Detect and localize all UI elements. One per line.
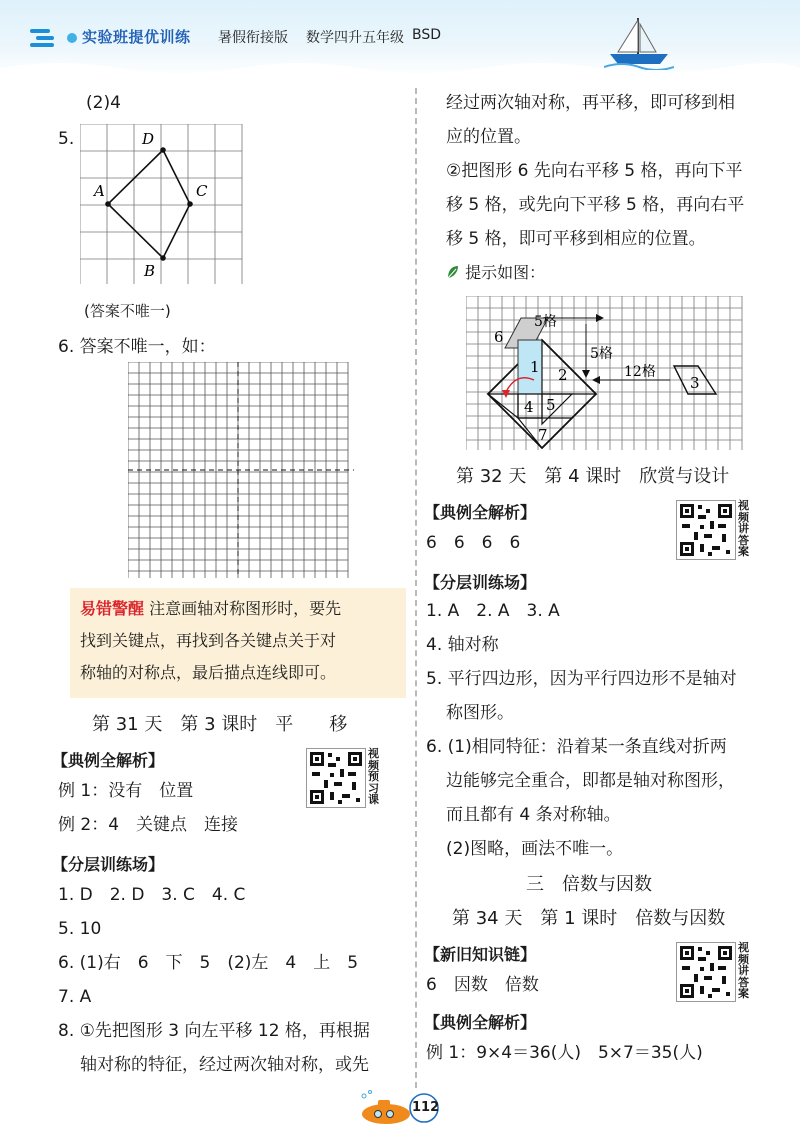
answer-8-line-1: 8. ①先把图形 3 向左平移 12 格，再根据 [58, 1021, 370, 1041]
tip-line-1: 注意画轴对称图形时，要先 [149, 599, 342, 618]
shape-3-label: 3 [690, 374, 700, 392]
shape-2-label: 2 [558, 366, 568, 384]
answer-8-line-2: 轴对称的特征，经过两次轴对称，或先 [80, 1055, 369, 1075]
qr-pattern [677, 501, 735, 559]
shape-7-label: 7 [538, 426, 548, 444]
qr-code-icon[interactable] [676, 942, 736, 1002]
shape-4-label: 4 [524, 398, 534, 416]
answer-b5-line-1: 5. 平行四边形，因为平行四边形不是轴对 [426, 669, 737, 689]
arrow-12-grid-label: 12格 [624, 364, 656, 380]
hint-label: 提示如图： [465, 263, 546, 282]
shape-1-label: 1 [530, 358, 540, 376]
answer-link: 6 因数 倍数 [426, 975, 539, 995]
qr-pattern [677, 943, 735, 1001]
qr-caption-left: 视 频 预 习 课 [368, 747, 379, 806]
publisher-label: BSD [412, 27, 442, 43]
arrow-5-grid-label-a: 5格 [534, 314, 557, 330]
page-footer [356, 1088, 446, 1132]
section-example-left: 【典例全解析】 [52, 751, 165, 770]
section-link: 【新旧知识链】 [424, 945, 537, 964]
day32-title: 第 32 天 第 4 课时 欣赏与设计 [456, 466, 730, 487]
answer-b4: 4. 轴对称 [426, 635, 499, 655]
answer-7: 7. A [58, 987, 92, 1007]
logo-icon [28, 26, 80, 50]
answer-6666: 6 6 6 6 [426, 533, 521, 553]
shape-5-label: 5 [546, 396, 556, 414]
point-d-label: D [142, 130, 155, 148]
answer-5: 5. 10 [58, 919, 102, 939]
answer-b6-line-1: 6. (1)相同特征：沿着某一条直线对折两 [426, 737, 727, 757]
answers-1-4: 1. D 2. D 3. C 4. C [58, 885, 246, 905]
tip-line-3: 称轴的对称点，最后描点连线即可。 [80, 663, 337, 682]
example-2-answer: 例 2：4 关键点 连接 [58, 815, 239, 835]
answers-b1-3: 1. A 2. A 3. A [426, 601, 560, 621]
answer-b5-line-2: 称图形。 [446, 703, 514, 723]
answer-6: 6. (1)右 6 下 5 (2)左 4 上 5 [58, 953, 359, 973]
section-example-right: 【典例全解析】 [424, 503, 537, 522]
qr-caption-right-1: 视 频 讲 答 案 [738, 499, 749, 558]
grade-label: 数学四升五年级 [306, 30, 404, 46]
point-c-label: C [196, 182, 208, 200]
rhombus-grid-figure [80, 124, 246, 284]
section-practice-left: 【分层训练场】 [52, 855, 165, 874]
symmetry-grid-figure [128, 362, 354, 578]
chapter-3-title: 三 倍数与因数 [526, 874, 652, 895]
answer-b6-line-4: (2)图略，画法不唯一。 [446, 839, 624, 859]
column-divider [415, 88, 417, 1088]
example-last: 例 1：9×4＝36(人) 5×7＝35(人) [426, 1043, 703, 1063]
arrow-5-grid-label-b: 5格 [590, 346, 613, 362]
qr-pattern [307, 749, 365, 807]
right-line-5: 移 5 格，即可平移到相应的位置。 [446, 229, 706, 249]
point-a-label: A [94, 182, 105, 200]
day31-title: 第 31 天 第 3 课时 平 移 [92, 714, 348, 735]
tip-warning-label: 易错警醒 [80, 599, 145, 618]
answer-b6-line-3: 而且都有 4 条对称轴。 [446, 805, 621, 825]
header-wave [0, 58, 800, 80]
example-1-answer: 例 1：没有 位置 [58, 781, 194, 801]
question-6-text: 6. 答案不唯一，如： [58, 337, 216, 357]
sailboat-icon [604, 14, 674, 70]
right-line-3: ②把图形 6 先向右平移 5 格，再向下平 [446, 161, 743, 181]
qr-caption-right-2: 视 频 讲 答 案 [738, 941, 749, 1000]
right-line-1: 经过两次轴对称，再平移，即可移到相 [446, 93, 735, 113]
brand-title: 实验班提优训练 [82, 28, 191, 46]
right-line-2: 应的位置。 [446, 127, 531, 147]
day34-title: 第 34 天 第 1 课时 倍数与因数 [452, 908, 726, 929]
section-practice-right: 【分层训练场】 [424, 573, 537, 592]
point-b-label: B [144, 262, 156, 280]
answer-b6-line-2: 边能够完全重合，即都是轴对称图形， [446, 771, 735, 791]
page-number: 112 [412, 1100, 440, 1115]
q5-note: (答案不唯一) [84, 302, 171, 320]
qr-code-icon[interactable] [306, 748, 366, 808]
tip-line-2: 找到关键点，再找到各关键点关于对 [80, 631, 337, 650]
qr-code-icon[interactable] [676, 500, 736, 560]
page-header [0, 0, 800, 78]
tip-box [70, 588, 406, 698]
leaf-hint-icon [446, 264, 460, 280]
question-5-number: 5. [58, 129, 75, 149]
right-line-4: 移 5 格，或先向下平移 5 格，再向右平 [446, 195, 745, 215]
section-example-right-2: 【典例全解析】 [424, 1013, 537, 1032]
translation-grid-figure [466, 296, 746, 450]
answer-q4-part2: (2)4 [86, 93, 121, 113]
shape-6-label: 6 [494, 328, 504, 346]
edition-label: 暑假衔接版 [218, 30, 288, 46]
